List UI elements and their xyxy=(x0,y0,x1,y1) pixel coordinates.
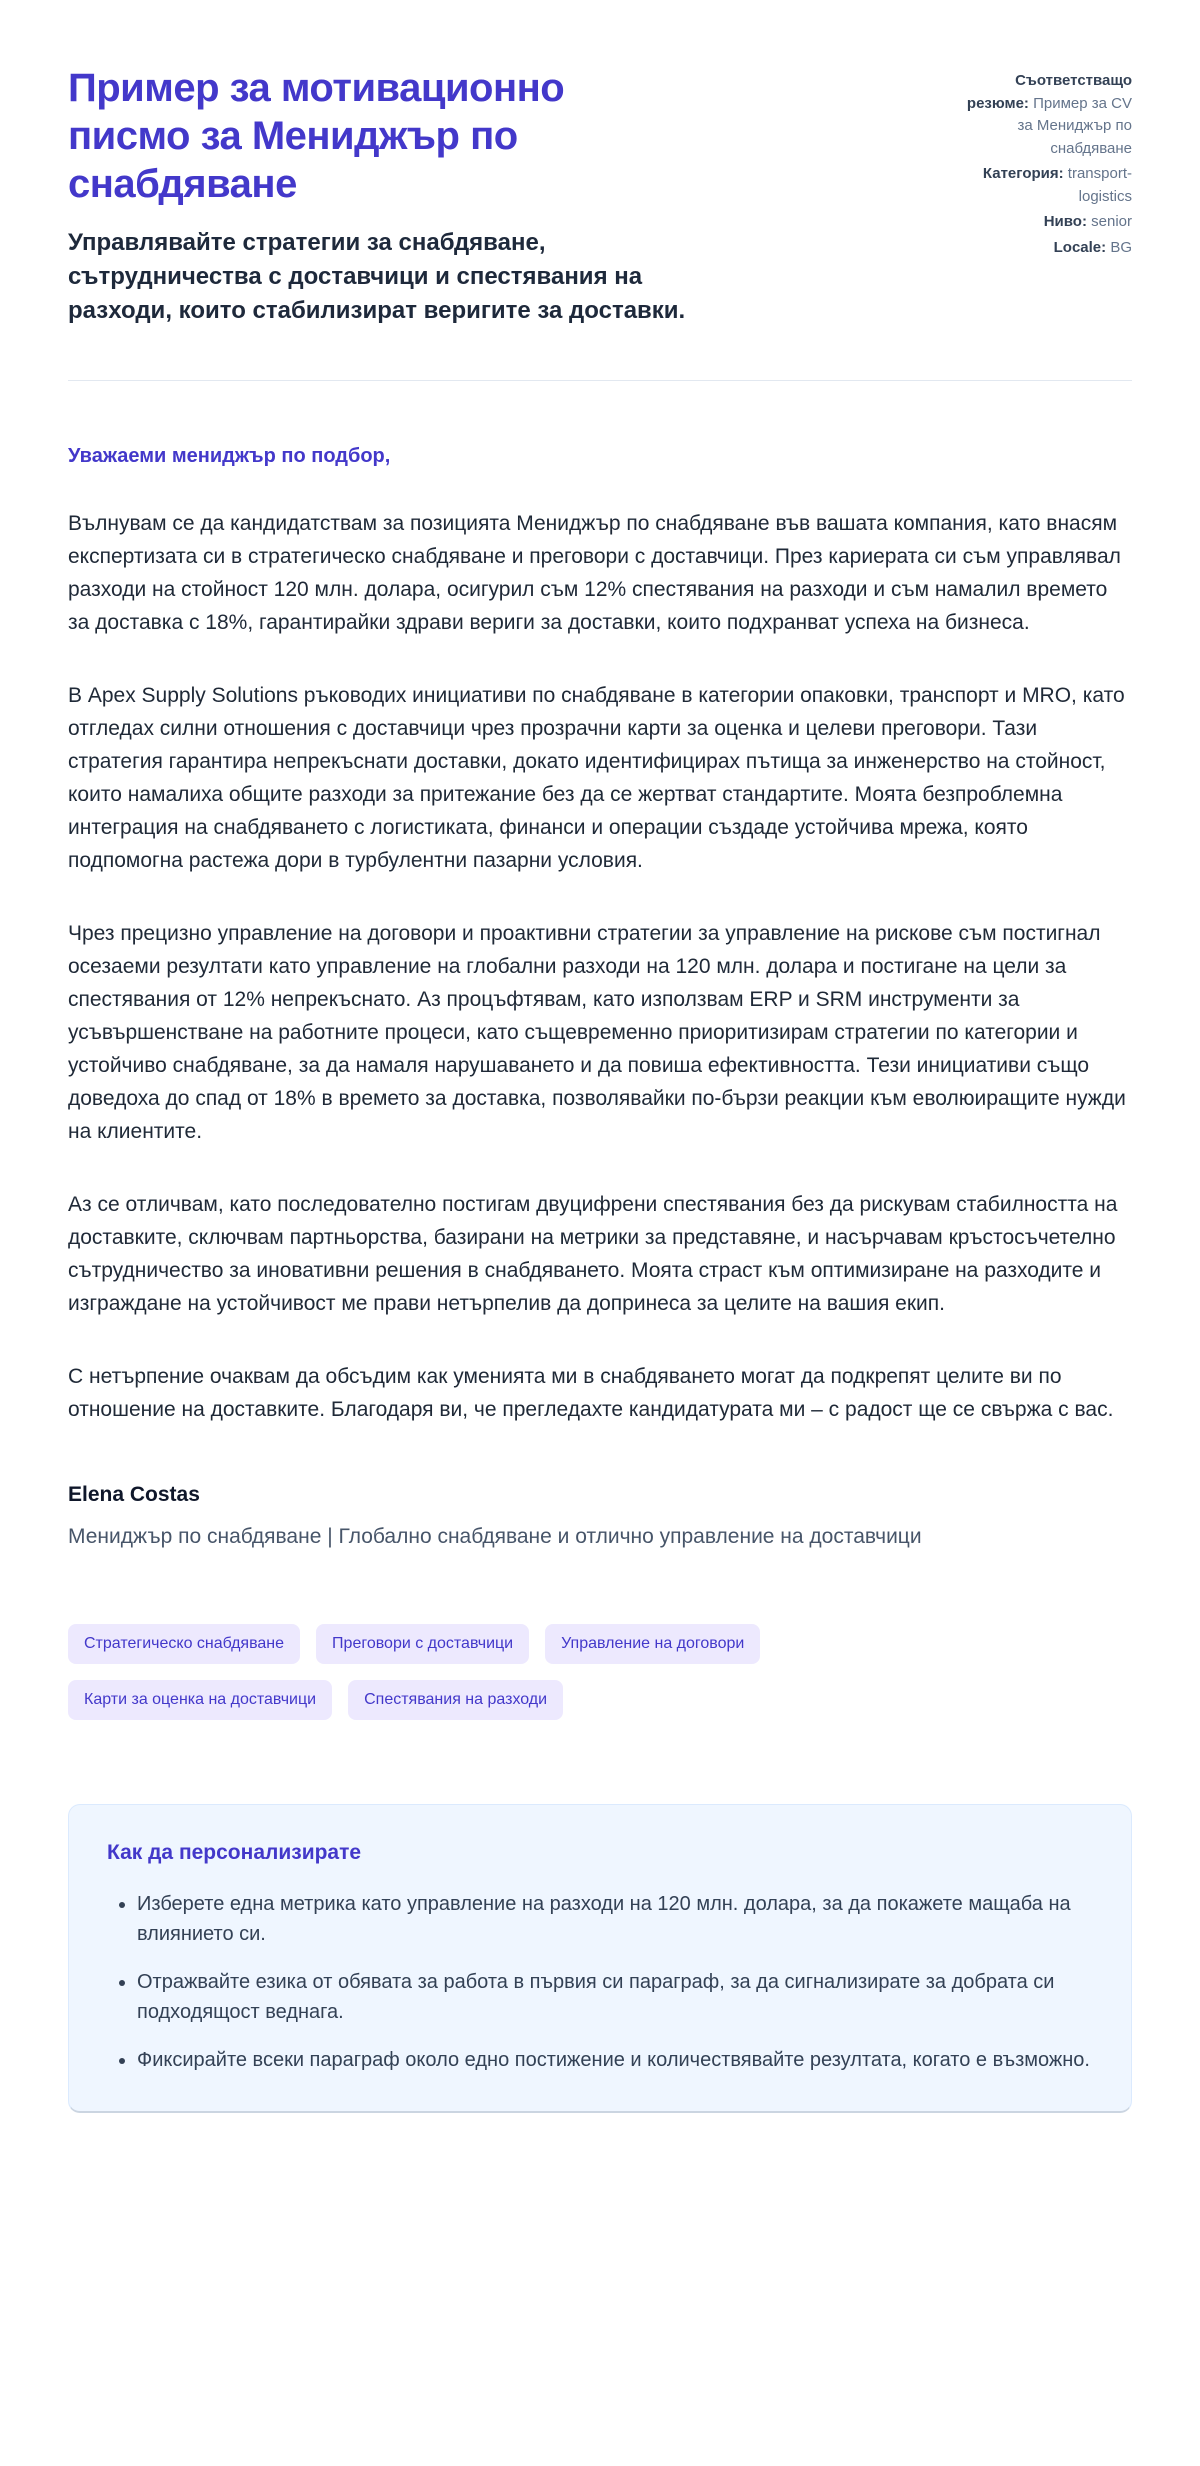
meta-level xyxy=(954,211,1132,234)
meta-resume-value: Пример за CV за Мениджър по снабдяване xyxy=(1017,94,1132,157)
callout-item-3: • Фиксирайте всеки параграф около едно постижение и количествявайте резултата, когато е възможно. xyxy=(137,2045,1093,2075)
tag-contract-management: Управление на договори xyxy=(545,1624,760,1664)
header-title-block xyxy=(68,64,914,328)
meta-matching-resume xyxy=(954,70,1132,160)
page xyxy=(68,0,1132,2223)
meta-category-value: transport-logistics xyxy=(1067,165,1132,205)
header xyxy=(68,64,1132,328)
letter-paragraph-5: С нетърпение очаквам да обсъдим как уменията ми в снабдяването могат да подкрепят целите ви по отношение на доставките. Благодаря ви, че прегледахте кандидатурата ми – с радост ще се свържа с вас. xyxy=(68,1364,1114,1421)
letter-greeting: Уважаеми мениджър по подбор, xyxy=(68,445,391,468)
meta-category xyxy=(954,163,1132,208)
tag-supplier-scorecards: Карти за оценка на доставчици xyxy=(68,1680,332,1720)
meta-level-label: Ниво: xyxy=(1043,213,1087,230)
callout-item-1: • Изберете една метрика като управление на разходи на 120 млн. долара, за да покажете мащаба на влиянието си. xyxy=(137,1889,1093,1949)
personalization-callout xyxy=(68,1804,1132,2113)
meta-locale-value: BG xyxy=(1110,238,1132,256)
tag-list xyxy=(68,1624,1028,1720)
header-divider xyxy=(68,380,1132,381)
tag-strategic-sourcing: Стратегическо снабдяване xyxy=(68,1624,300,1664)
meta-level-value: senior xyxy=(1091,213,1132,230)
letter-paragraph-1: Вълнувам се да кандидатствам за позицията Мениджър по снабдяване във вашата компания, като внасям експертизата си в стратегическо снабдяване и преговори с доставчици. През кариерата си съм управлявал разходи на стойност 120 млн. долара, осигурил съм 12% спестявания на разходи и съм намалил времето за доставка с 18%, гарантирайки здрави вериги за доставки, които подхранват успеха на бизнеса. xyxy=(68,512,1121,635)
page-title: Пример за мотивационно писмо за Мениджър по снабдяване xyxy=(68,66,565,206)
callout-title: Как да персонализирате xyxy=(107,1841,362,1865)
letter-body xyxy=(68,445,1132,1552)
callout-list xyxy=(107,1889,1093,2075)
meta-locale xyxy=(954,237,1132,260)
tag-cost-savings: Спестявания на разходи xyxy=(348,1680,563,1720)
page-subtitle: Управлявайте стратегии за снабдяване, сътрудничества с доставчици и спестявания на разходи, които стабилизират веригите за доставки. xyxy=(68,229,686,325)
meta-category-label: Категория: xyxy=(982,165,1064,182)
meta-panel xyxy=(954,64,1132,262)
letter-paragraph-4: Аз се отличвам, като последователно постигам двуцифрени спестявания без да рискувам стабилността на доставките, сключвам партньорства, базирани на метрики за представяне, и насърчавам кръстосъчетелно сътрудничество за иновативни решения в снабдяването. Моята страст към оптимизиране на разходите и изграждане на устойчивост ме прави нетърпелив да допринеса за целите на вашия екип. xyxy=(68,1192,1118,1315)
letter-paragraph-3: Чрез прецизно управление на договори и проактивни стратегии за управление на рискове съм постигнал осезаеми резултати като управление на глобални разходи на 120 млн. долара и постигане на цели за спестявания от 12% непрекъснато. Аз процъфтявам, като използвам ERP и SRM инструменти за усъвършенстване на работните процеси, като същевременно приоритизирам стратегии по категории и устойчиво снабдяване, за да намаля нарушаването и да повиша ефективността. Тези инициативи също доведоха до спад от 18% в времето за доставка, позволявайки по-бързи реакции към еволюиращите нужди на клиентите. xyxy=(68,921,1126,1143)
meta-locale-label: Locale: xyxy=(1053,238,1107,256)
tag-supplier-negotiations: Преговори с доставчици xyxy=(316,1624,529,1664)
callout-item-2: • Отражвайте езика от обявата за работа в първия си параграф, за да сигнализирате за добрата си подходящост веднага. xyxy=(137,1967,1093,2027)
letter-paragraph-2: В Apex Supply Solutions ръководих инициативи по снабдяване в категории опаковки, транспорт и MRO, като отгледах силни отношения с доставчици чрез прозрачни карти за оценка и целеви преговори. Тази стратегия гарантира непрекъснати доставки, докато идентифицирах пътища за инженерство на стойност, които намалиха общите разходи за притежание без да се жертват стандартите. Моята безпроблемна интеграция на снабдяването с логистиката, финанси и операции създаде устойчива мрежа, която подпомогна растежа дори в турбулентни пазарни условия. xyxy=(68,684,1125,872)
meta-resume-label: Съответстващо резюме: xyxy=(966,72,1132,112)
signature-name: Elena Costas xyxy=(68,1482,200,1506)
signature-title: Мениджър по снабдяване | Глобално снабдяване и отлично управление на доставчици xyxy=(68,1524,922,1548)
